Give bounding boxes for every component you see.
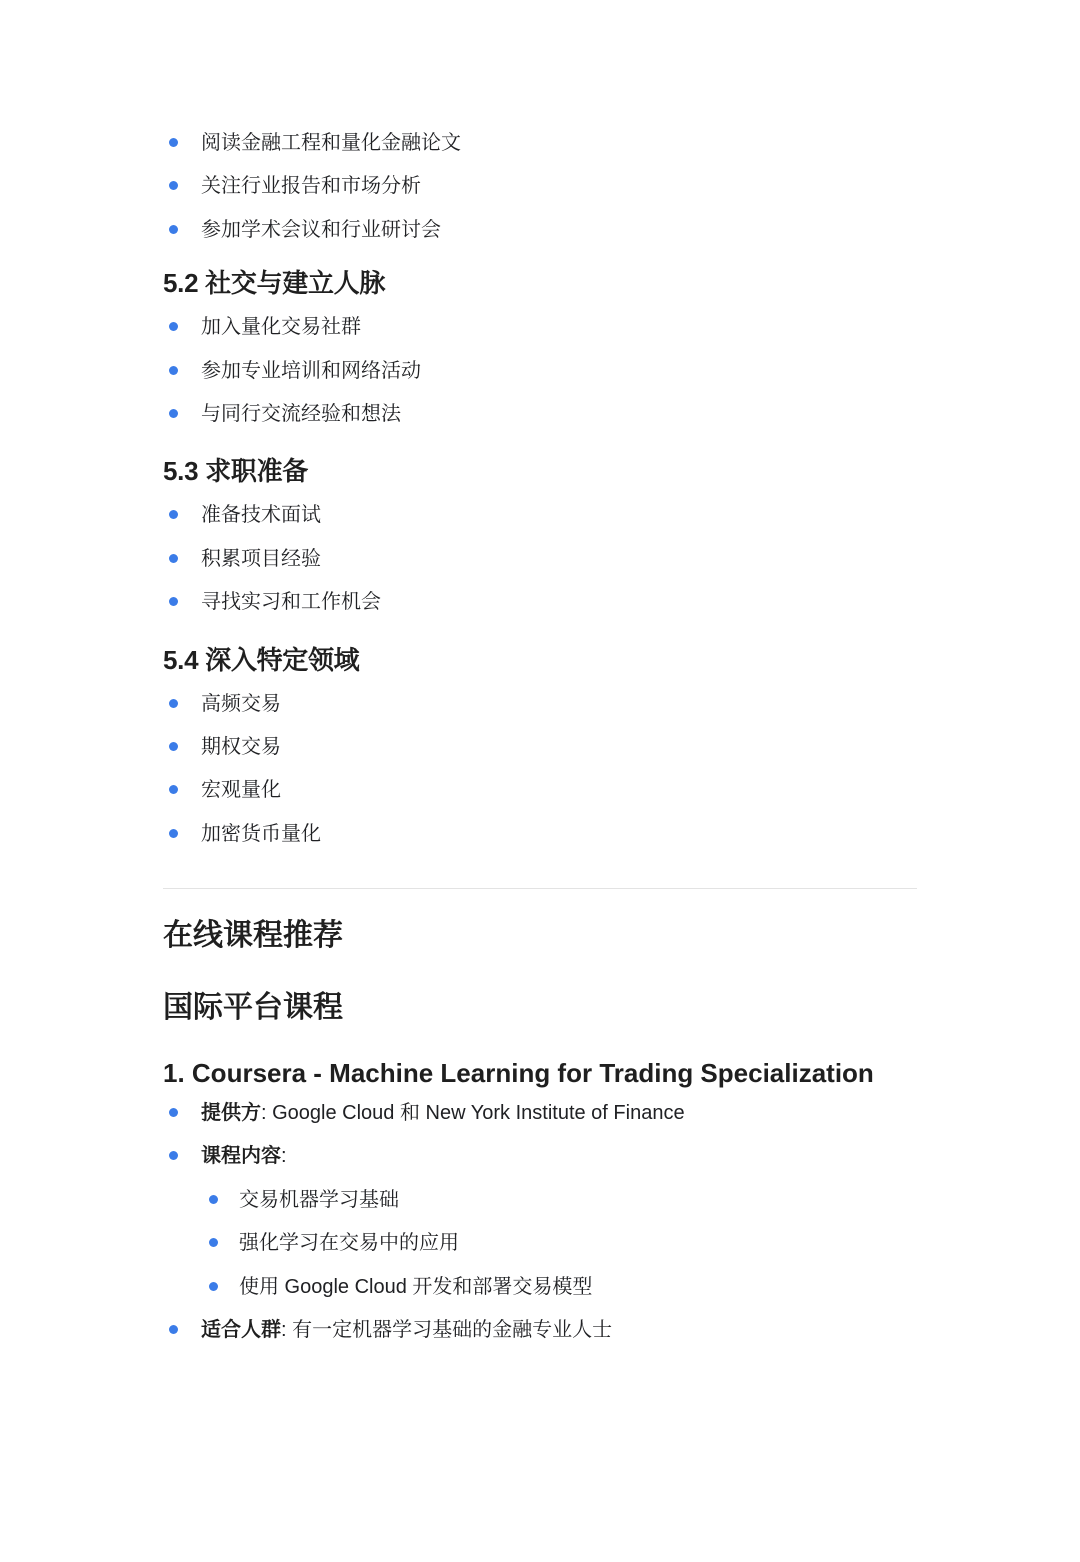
course-audience-item — [163, 1311, 917, 1354]
list-item: 加密货币量化 — [163, 815, 917, 858]
provider-value: : Google Cloud 和 New York Institute of Finance — [261, 1102, 685, 1125]
list-item: 加入量化交易社群 — [163, 308, 917, 351]
section-5-4-list — [163, 685, 917, 859]
section-5-2-list — [163, 308, 917, 438]
section-heading-5-4: 5.4 深入特定领域 — [163, 644, 360, 675]
list-item: 关注行业报告和市场分析 — [163, 167, 917, 210]
list-item: 参加专业培训和网络活动 — [163, 352, 917, 395]
audience-label: 适合人群 — [201, 1319, 281, 1342]
document-body — [163, 124, 917, 1354]
list-item: 参加学术会议和行业研讨会 — [163, 211, 917, 254]
list-item: 准备技术面试 — [163, 496, 917, 539]
content-colon: : — [281, 1145, 287, 1168]
course-title: 1. Coursera - Machine Learning for Trading Specialization — [163, 1058, 874, 1089]
list-item: 宏观量化 — [163, 771, 917, 814]
section-heading-5-2: 5.2 社交与建立人脉 — [163, 268, 386, 299]
audience-value: : 有一定机器学习基础的金融专业人士 — [281, 1319, 613, 1342]
intro-list — [163, 124, 917, 254]
provider-label: 提供方 — [201, 1102, 261, 1125]
list-item: 与同行交流经验和想法 — [163, 395, 917, 438]
course-provider-item — [163, 1094, 917, 1137]
section-5-3-list — [163, 496, 917, 626]
list-item: 使用 Google Cloud 开发和部署交易模型 — [163, 1268, 917, 1311]
list-item: 期权交易 — [163, 728, 917, 771]
list-item: 强化学习在交易中的应用 — [163, 1224, 917, 1267]
content-label: 课程内容 — [201, 1145, 281, 1168]
course-details-list — [163, 1094, 917, 1181]
list-item: 高频交易 — [163, 685, 917, 728]
course-content-item — [163, 1137, 917, 1180]
platform-heading: 国际平台课程 — [163, 991, 343, 1025]
list-item: 阅读金融工程和量化金融论文 — [163, 124, 917, 167]
list-item: 寻找实习和工作机会 — [163, 583, 917, 626]
list-item: 积累项目经验 — [163, 540, 917, 583]
courses-heading: 在线课程推荐 — [163, 919, 343, 953]
course-audience-list — [163, 1311, 917, 1354]
section-heading-5-3: 5.3 求职准备 — [163, 456, 308, 487]
course-content-list — [163, 1181, 917, 1311]
list-item: 交易机器学习基础 — [163, 1181, 917, 1224]
